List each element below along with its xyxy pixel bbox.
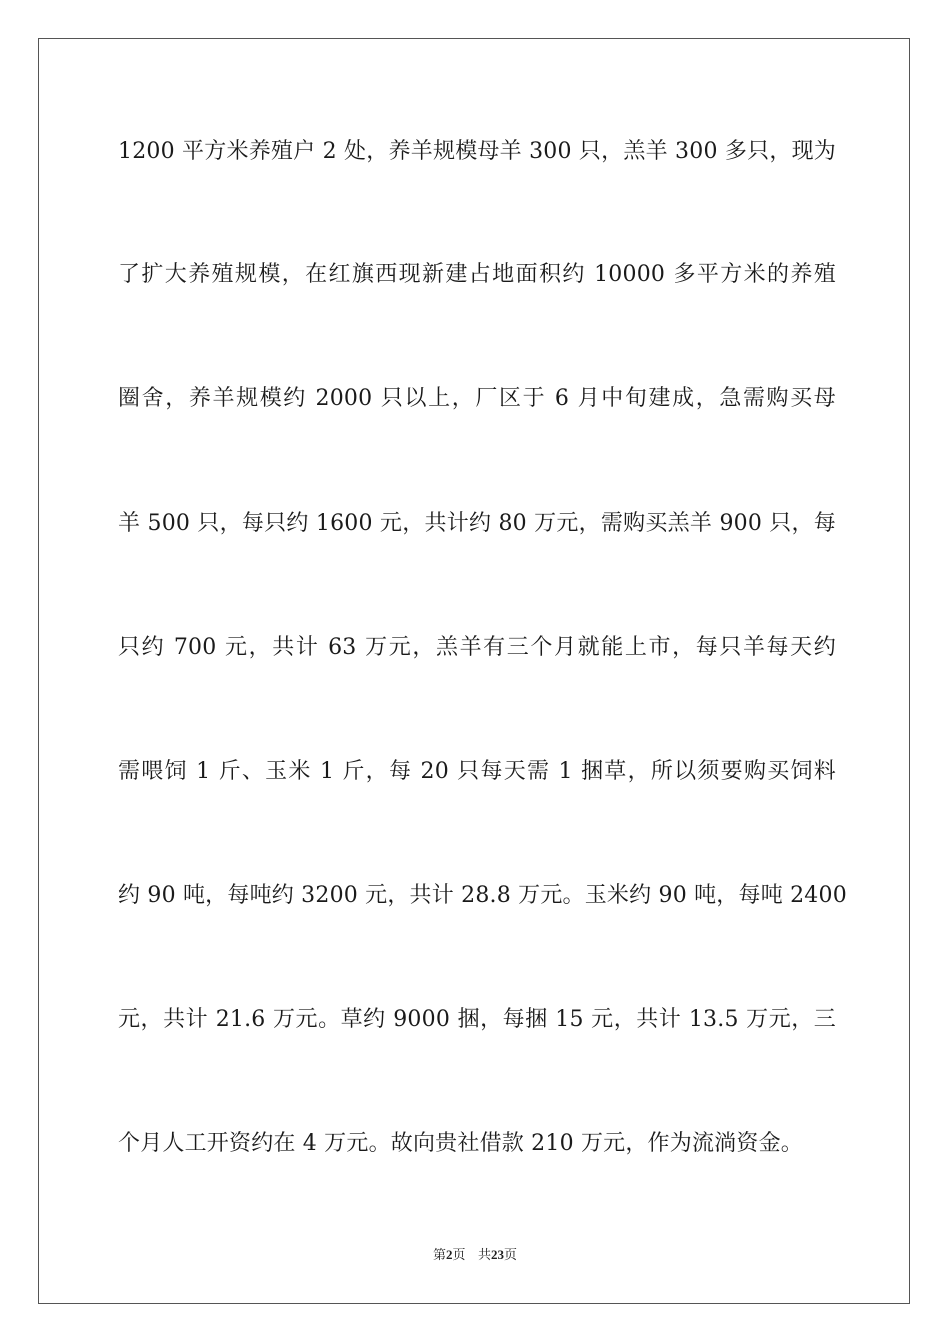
footer-total-prefix: 共 xyxy=(477,1248,491,1263)
body-line-2: 了扩大养殖规模，在红旗西现新建占地面积约 10000 多平方米的养殖 xyxy=(118,262,836,287)
footer-total-suffix: 页 xyxy=(503,1248,517,1263)
body-line-4: 羊 500 只，每只约 1600 元，共计约 80 万元，需购买羔羊 900 只，每 xyxy=(118,511,836,536)
footer-page-number: 2 xyxy=(446,1247,453,1262)
body-line-9: 个月人工开资约在 4 万元。故向贵社借款 210 万元，作为流淌资金。 xyxy=(118,1131,803,1156)
footer-total-pages: 23 xyxy=(490,1247,504,1262)
body-line-3: 圈舍，养羊规模约 2000 只以上，厂区于 6 月中旬建成，急需购买母 xyxy=(118,386,836,411)
body-line-5: 只约 700 元，共计 63 万元，羔羊有三个月就能上市，每只羊每天约 xyxy=(118,635,836,660)
body-line-1: 1200 平方米养殖户 2 处，养羊规模母羊 300 只，羔羊 300 多只，现为 xyxy=(118,139,836,164)
page-border xyxy=(38,38,910,1304)
body-line-8: 元，共计 21.6 万元。草约 9000 捆，每捆 15 元，共计 13.5 万元，三 xyxy=(118,1007,836,1032)
footer-prefix: 第 xyxy=(433,1248,447,1263)
page-footer xyxy=(0,1246,950,1265)
body-line-7: 约 90 吨，每吨约 3200 元，共计 28.8 万元。玉米约 90 吨，每吨 2400 xyxy=(118,883,847,908)
footer-page-suffix: 页 xyxy=(452,1248,466,1263)
body-line-6: 需喂饲 1 斤、玉米 1 斤，每 20 只每天需 1 捆草，所以须要购买饲料 xyxy=(118,759,836,784)
